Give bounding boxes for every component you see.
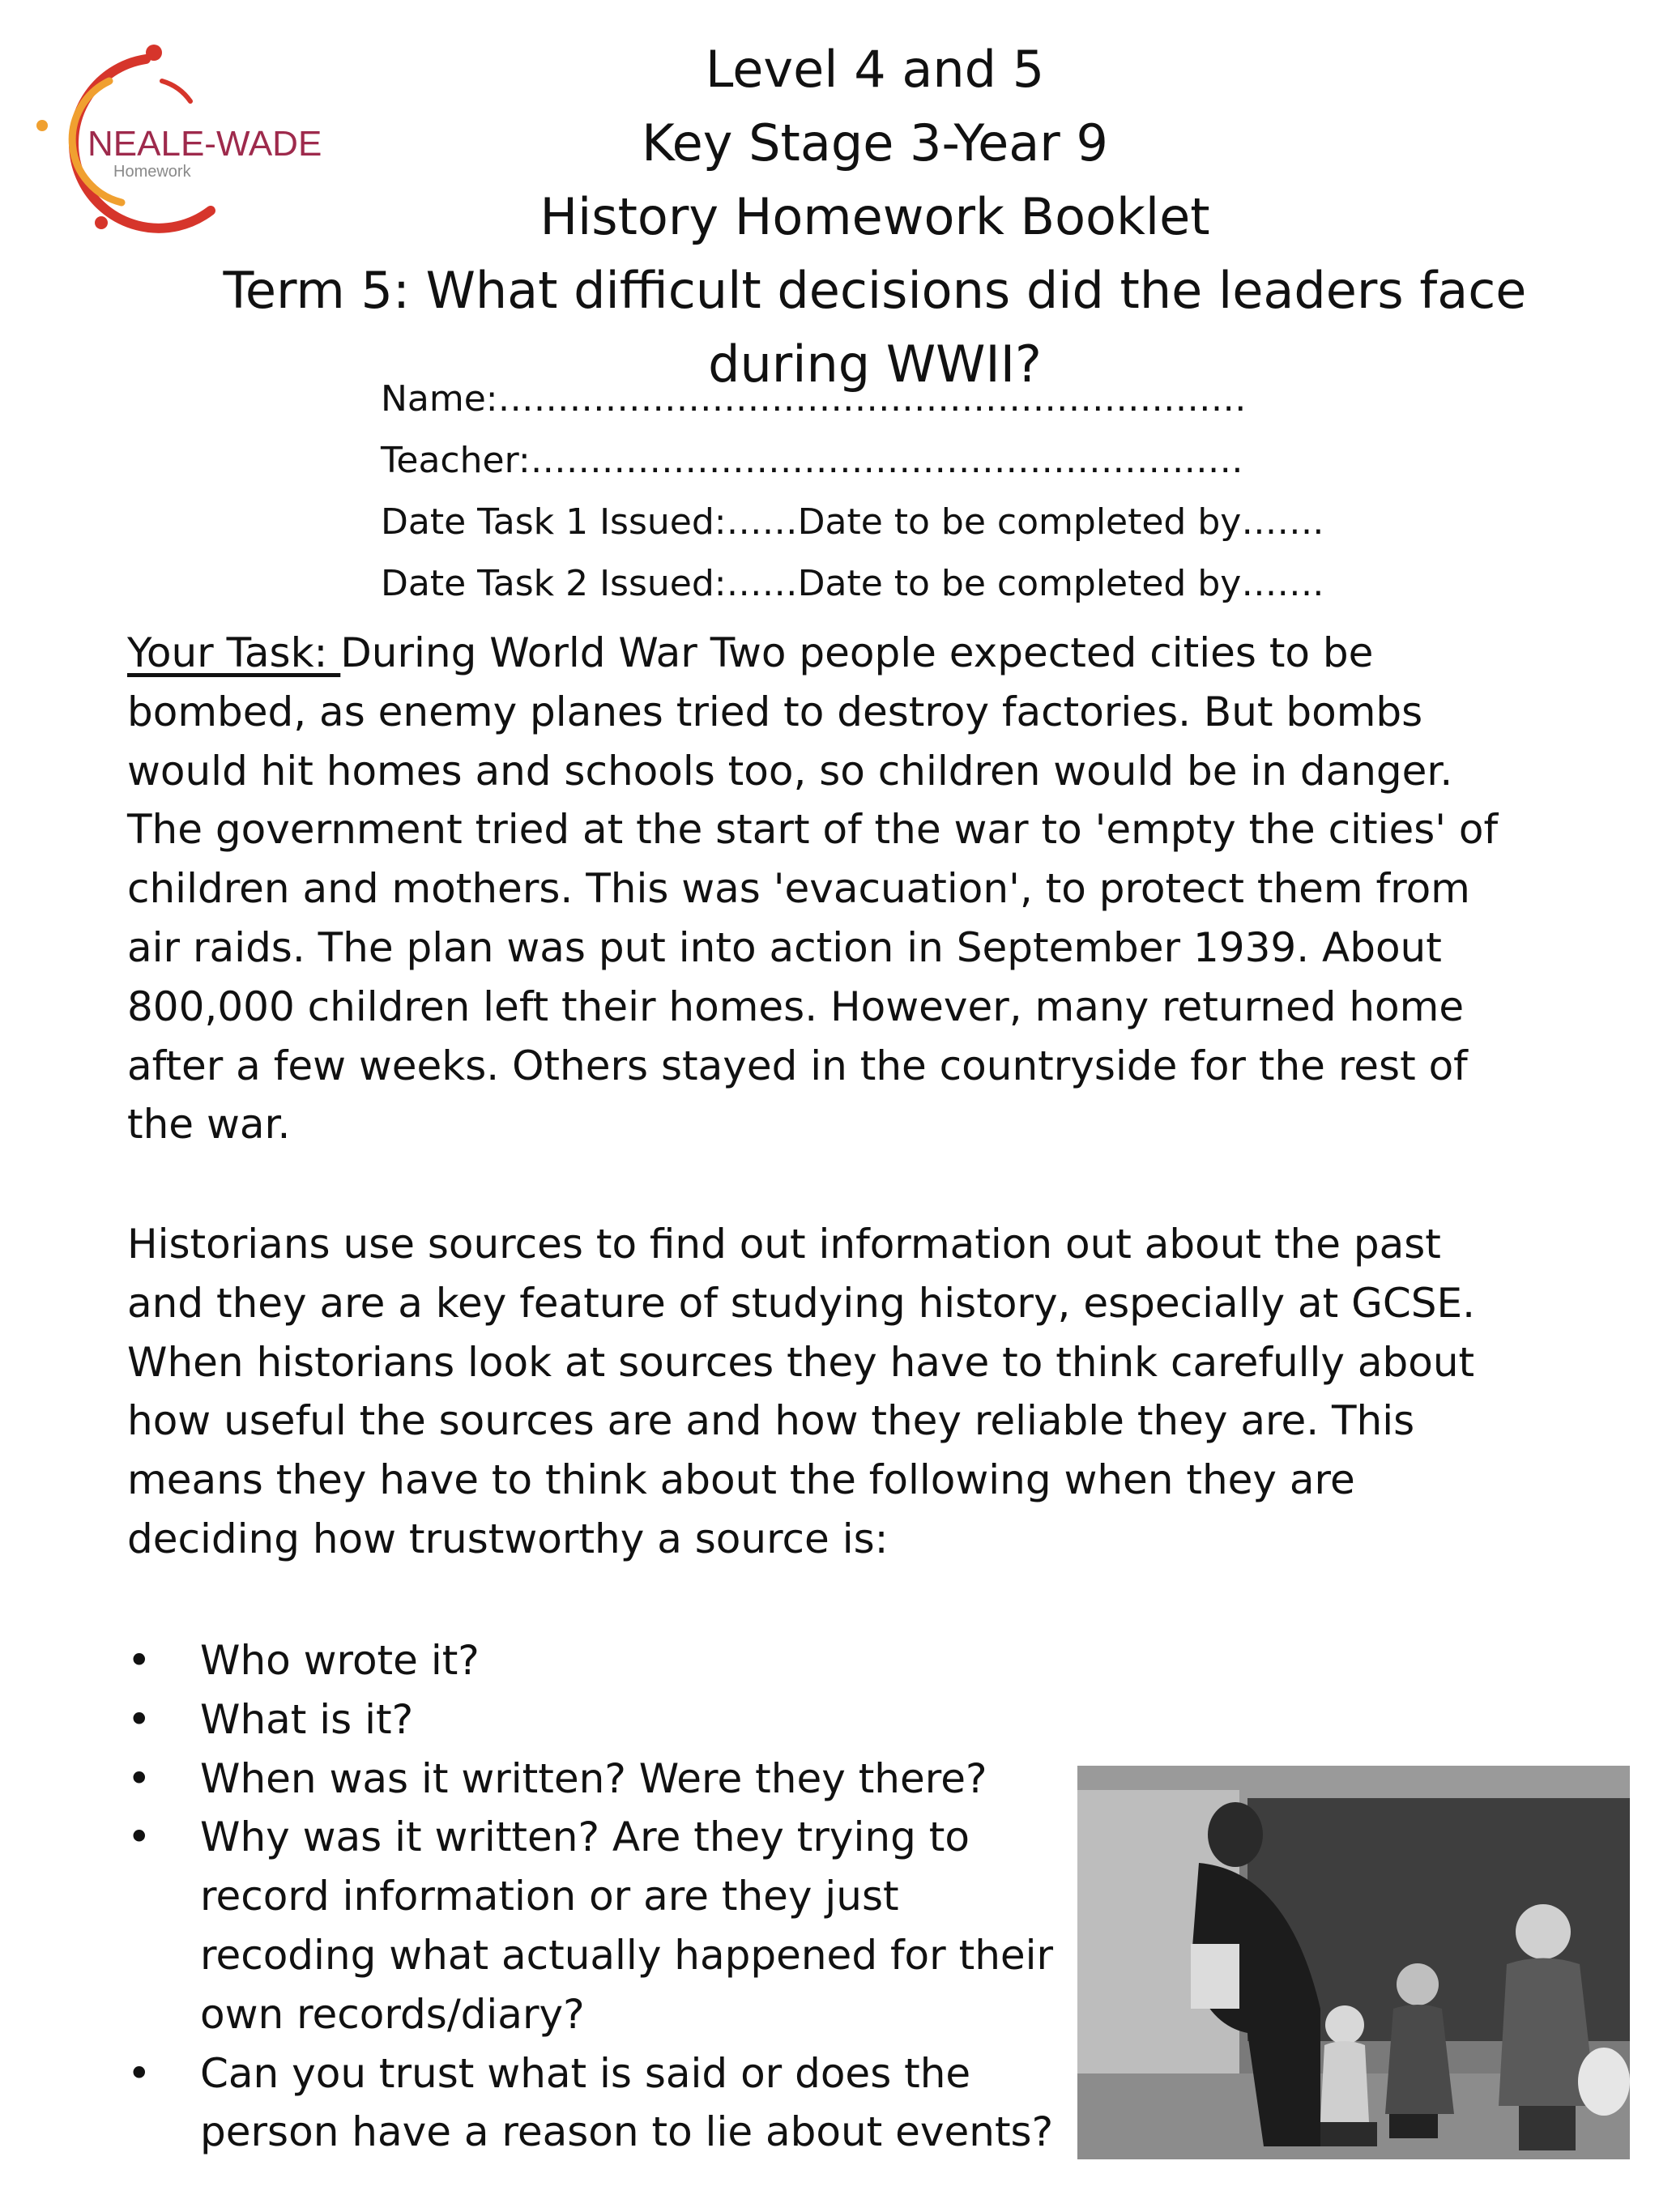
- list-item: • Who wrote it?: [127, 1631, 1075, 1690]
- page-title: [211, 32, 1539, 401]
- list-item: • When was it written? Were they there?: [127, 1750, 1075, 1809]
- list-item: • What is it?: [127, 1690, 1075, 1750]
- title-key-stage: Key Stage 3-Year 9: [642, 113, 1108, 173]
- task-text: During World War Two people expected cities to be bombed, as enemy planes tried to destroy factories. But bombs would hit homes and schools too, so children would be in danger. The government tried at the start of the war to 'empty the cities' of children and mothers. This was 'evacuation', to protect them from air raids. The plan was put into action in September 1939. About 800,000 children left their homes. However, many returned home after a few weeks. Others stayed in the countryside for the rest of the war.: [127, 629, 1499, 1149]
- title-booklet: History Homework Booklet: [539, 187, 1210, 246]
- task1-dates-field[interactable]: Date Task 1 Issued:……Date to be completed by…….: [381, 501, 1324, 543]
- name-field[interactable]: Name:………………………………………………………: [381, 378, 1247, 420]
- source-questions-list: [127, 1631, 1075, 2162]
- task-paragraph: [127, 624, 1529, 1154]
- list-item: • Can you trust what is said or does the person have a reason to lie about events?: [127, 2044, 1075, 2163]
- title-level: Level 4 and 5: [705, 40, 1045, 99]
- task-label: Your Task:: [127, 629, 341, 676]
- sources-intro: Historians use sources to find out information out about the past and they are a key feature of studying history, especially at GCSE. When historians look at sources they have to think carefully about how useful the sources are and how they reliable they are. This means they have to think about the following when they are deciding how trustworthy a source is:: [127, 1221, 1475, 1562]
- teacher-field[interactable]: Teacher:……………………………………………………: [381, 440, 1243, 481]
- title-term: Term 5: What difficult decisions did the leaders face: [223, 261, 1527, 320]
- logo-name: NEALE-WADE: [87, 124, 322, 164]
- logo-subtitle: Homework: [113, 163, 191, 181]
- list-item: • Why was it written? Are they trying to record information or are they just recoding what actually happened for their own records/diary?: [127, 1808, 1075, 2044]
- photo-illustration: [1077, 1766, 1630, 2159]
- student-details: [381, 369, 1353, 615]
- task2-dates-field[interactable]: Date Task 2 Issued:……Date to be completed by…….: [381, 563, 1324, 604]
- evacuation-photo: [1077, 1766, 1630, 2159]
- title-term-continued: during WWII?: [708, 335, 1042, 394]
